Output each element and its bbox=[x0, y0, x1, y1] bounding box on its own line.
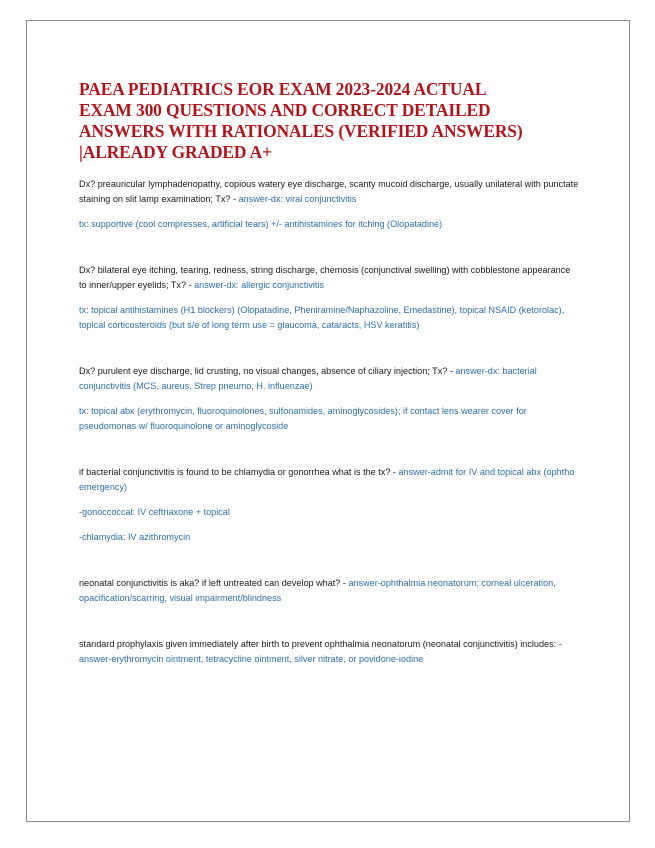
question-paragraph bbox=[79, 576, 579, 606]
question-text: neonatal conjunctivitis is aka? if left untreated can develop what? - bbox=[79, 578, 349, 588]
answer-text: answer-dx: allergic conjunctivitis bbox=[194, 280, 324, 290]
qa-item bbox=[79, 576, 579, 606]
answer-detail: tx: supportive (cool compresses, artificial tears) +/- antihistamines for itching (Olopatadine) bbox=[79, 219, 443, 229]
document-title bbox=[79, 79, 579, 163]
document-content bbox=[79, 79, 579, 667]
answer-detail: tx: topical antihistamines (H1 blockers) (Olopatadine, Pheniramine/Naphazoline, Emedastine), topical NSAID (ketorolac), topical corticosteroids (but s/e of long term use = glaucoma, cataracts, HSV keratitis) bbox=[79, 305, 565, 330]
question-text: Dx? purulent eye discharge, lid crusting, no visual changes, absence of ciliary injection; Tx? - bbox=[79, 366, 456, 376]
question-text: standard prophylaxis given immediately after birth to prevent ophthalmia neonatorum (neonatal conjunctivitis) includes: - bbox=[79, 639, 562, 649]
question-text: if bacterial conjunctivitis is found to be chlamydia or gonorrhea what is the tx? - bbox=[79, 467, 399, 477]
answer-text: answer-erythromycin ointment, tetracycline ointment, silver nitrate, or povidone-iodine bbox=[79, 654, 424, 664]
qa-item bbox=[79, 465, 579, 545]
qa-item bbox=[79, 364, 579, 434]
question-paragraph bbox=[79, 465, 579, 495]
answer-text: answer-admit for IV and topical abx (ophtho emergency) bbox=[79, 467, 575, 492]
question-text: Dx? bilateral eye itching, tearing, redness, string discharge, chemosis (conjunctival swelling) with cobblestone appearance to inner/upper eyelids; Tx? - bbox=[79, 265, 571, 290]
qa-item bbox=[79, 263, 579, 333]
question-paragraph bbox=[79, 364, 579, 394]
answer-text: answer-dx: bacterial conjunctivitis (MCS. aureus, Strep pneumo, H. influenzae) bbox=[79, 366, 537, 391]
title-line: |ALREADY GRADED A+ bbox=[79, 142, 272, 162]
question-paragraph bbox=[79, 263, 579, 293]
document-page bbox=[26, 20, 630, 822]
qa-item bbox=[79, 637, 579, 667]
question-text: Dx? preauricular lymphadenopathy, copious watery eye discharge, scanty mucoid discharge, usually unilateral with punctate staining on slit lamp examination; Tx? - bbox=[79, 179, 579, 204]
answer-detail: -chlamydia: IV azithromycin bbox=[79, 532, 191, 542]
title-line: ANSWERS WITH RATIONALES (VERIFIED ANSWERS) bbox=[79, 121, 523, 141]
question-paragraph bbox=[79, 637, 579, 667]
qa-item bbox=[79, 177, 579, 232]
answer-text: answer-ophthalmia neonatorum; corneal ulceration, opacification/scarring, visual impairment/blindness bbox=[79, 578, 556, 603]
title-line: EXAM 300 QUESTIONS AND CORRECT DETAILED bbox=[79, 100, 491, 120]
answer-text: answer-dx: viral conjunctivitis bbox=[238, 194, 357, 204]
question-paragraph bbox=[79, 177, 579, 207]
title-line: PAEA PEDIATRICS EOR EXAM 2023-2024 ACTUAL bbox=[79, 79, 487, 99]
answer-detail: -gonoccoccal: IV ceftriaxone + topical bbox=[79, 507, 230, 517]
answer-detail: tx: topical abx (erythromycin, fluoroquinolones, sulfonamides, aminoglycosides); if contact lens wearer cover for pseudomonas w/ fluoroquinolone or aminoglycoside bbox=[79, 406, 527, 431]
